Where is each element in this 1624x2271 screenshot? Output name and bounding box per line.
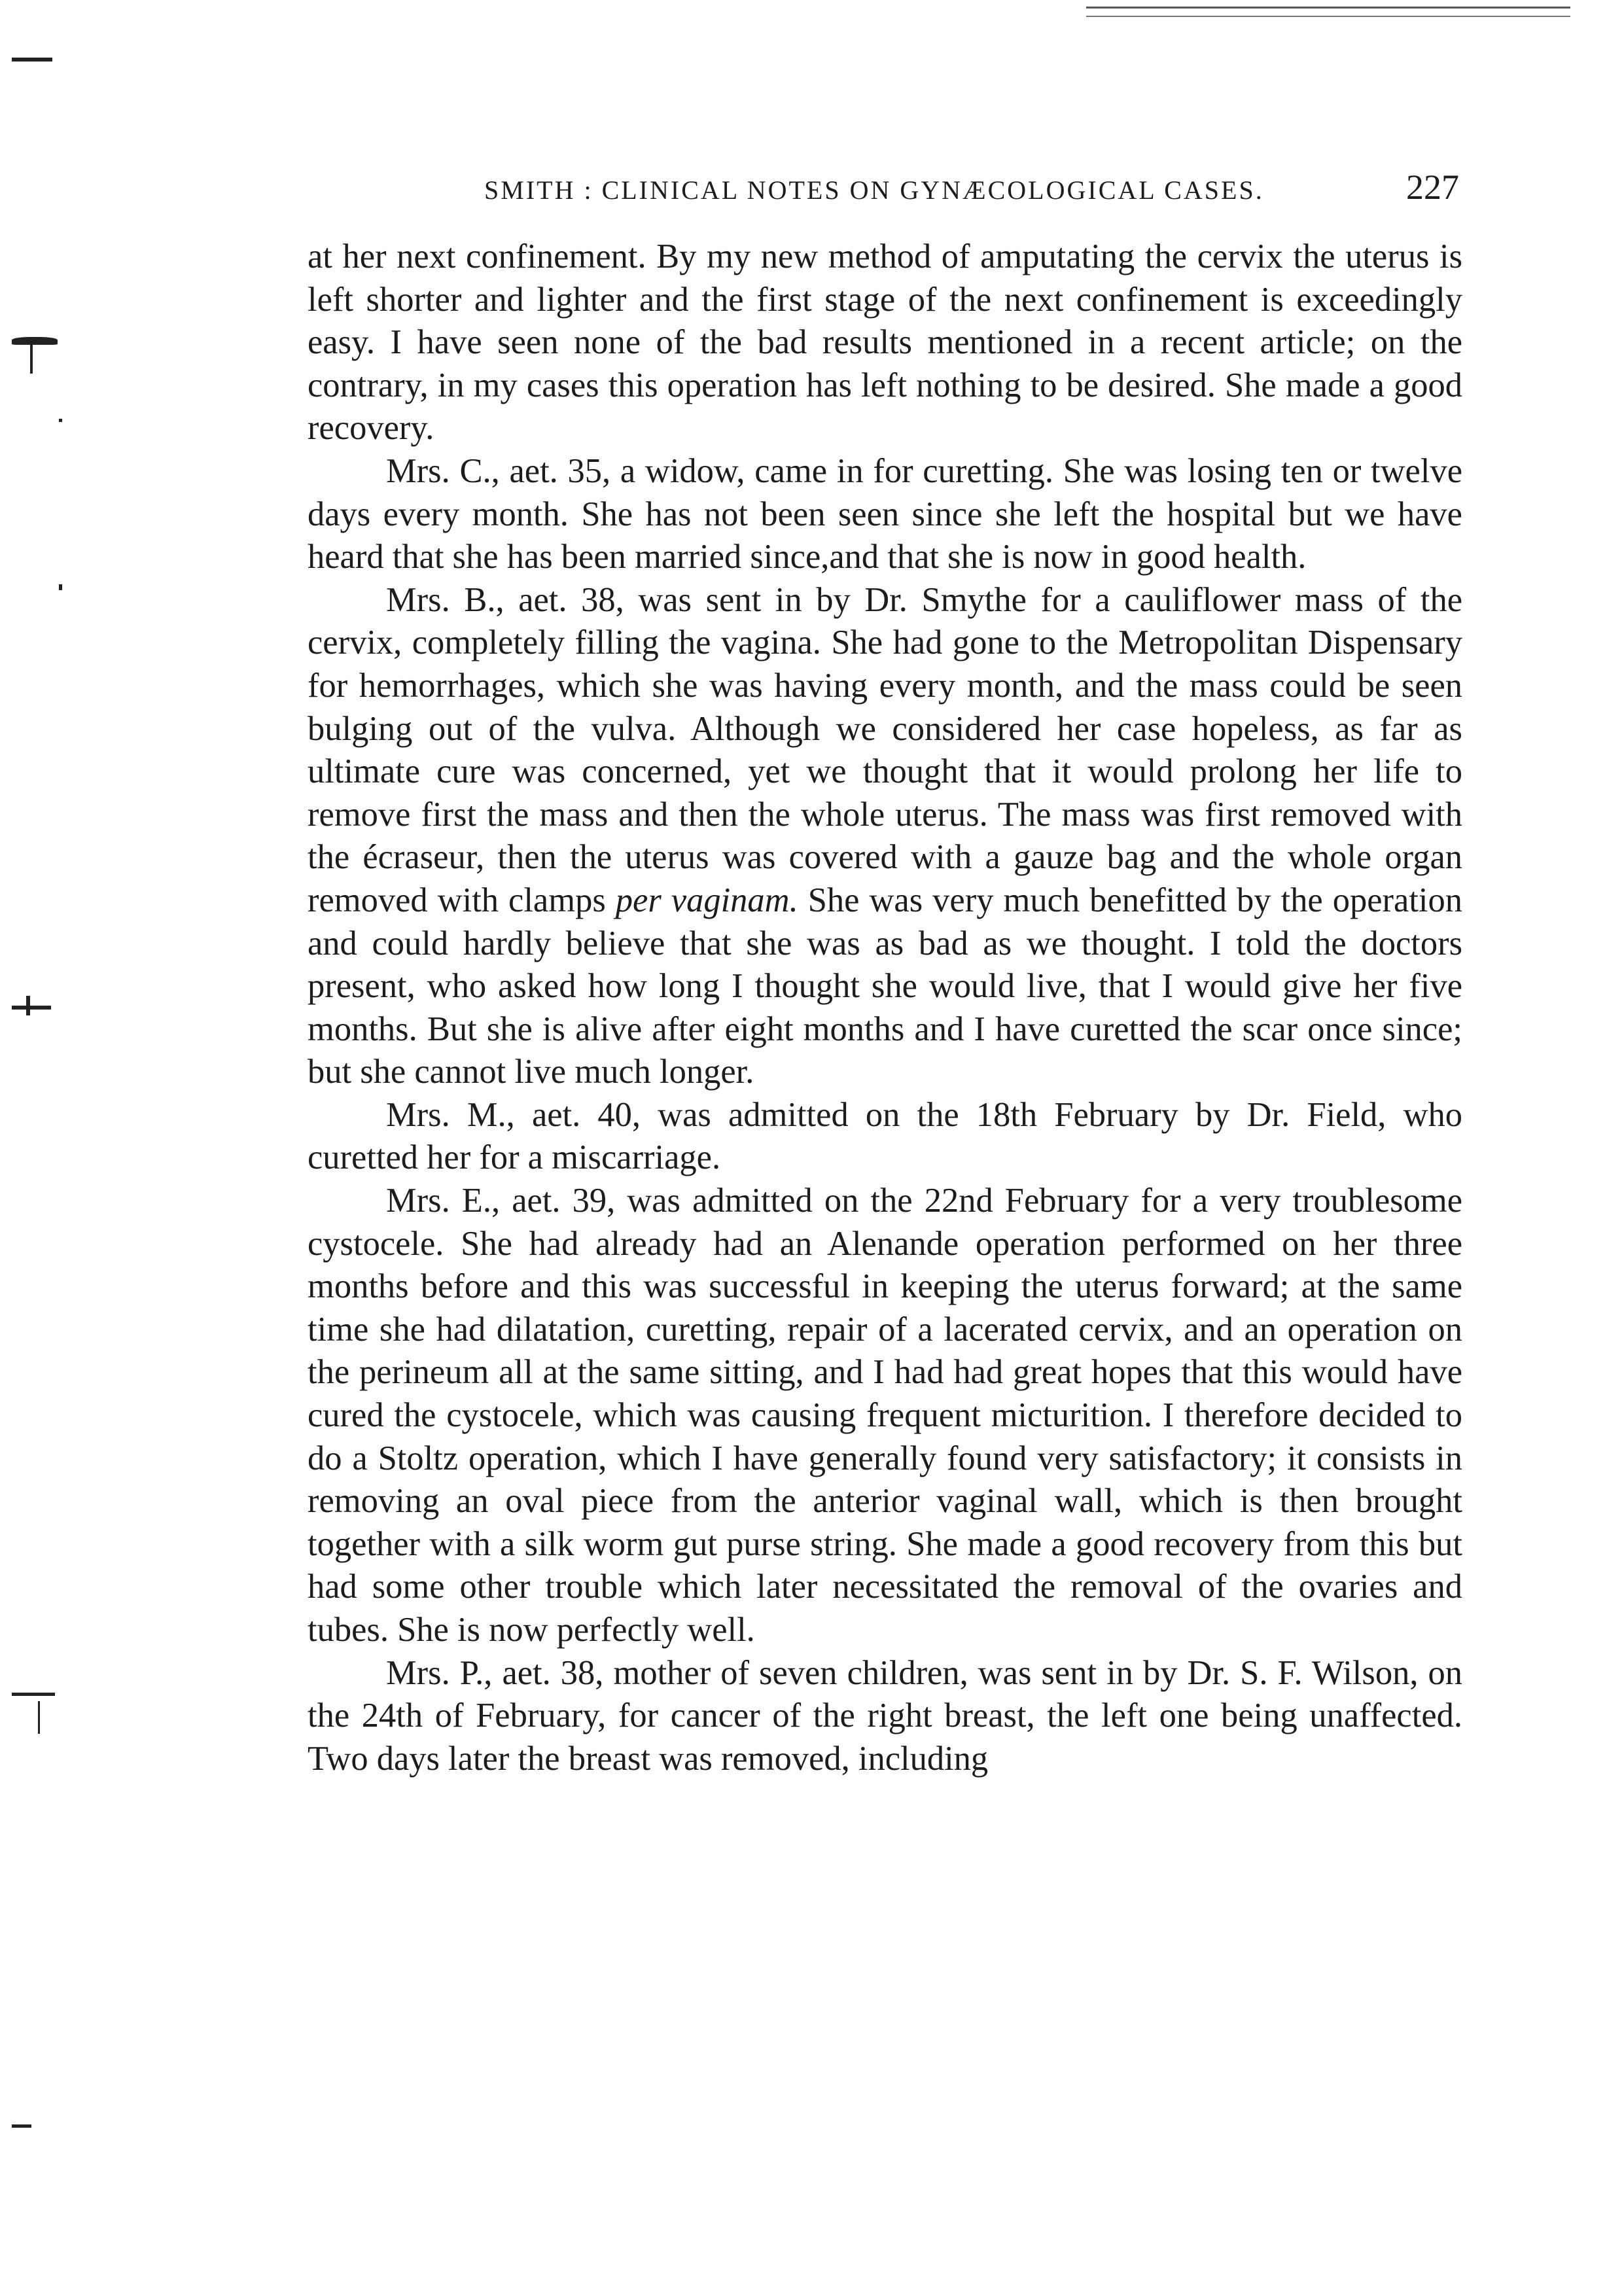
page-number: 227: [1406, 167, 1459, 207]
margin-mark: [59, 419, 62, 422]
paragraph: Mrs. E., aet. 39, was admitted on the 22nd February for a very troublesome cystocele. She had already had an Alenande operation performed on her three months before and this was successful in keeping the uterus forward; at the same time she had dilatation, curetting, repair of a lacerated cervix, and an operation on the perineum all at the same sitting, and I had had great hopes that this would have cured the cystocele, which was causing frequent micturition. I therefore decided to do a Stoltz operation, which I have generally found very satisfactory; it consists in removing an oval piece from the anterior vaginal wall, which is then brought together with a silk worm gut purse string. She made a good recovery from this but had some other trouble which later necessitated the removal of the ovaries and tubes. She is now perfectly well.: [308, 1182, 1462, 1649]
margin-mark: [12, 2124, 31, 2128]
running-title: SMITH : CLINICAL NOTES ON GYNÆCOLOGICAL CASES.: [484, 175, 1264, 205]
paragraph-text: Mrs. B., aet. 38, was sent in by Dr. Smythe for a cauliflower mass of the cervix, completely filling the vagina. She had gone to the Metropolitan Dispensary for hemorrhages, which she was having every month, and the mass could be seen bulging out of the vulva. Although we considered her case hopeless, as far as ultimate cure was concerned, yet we thought that it would prolong her life to remove first the mass and then the whole uterus. The mass was first removed with the écraseur, then the uterus was covered with a gauze bag and the whole organ removed with clamps: [308, 580, 1462, 919]
body-text: [308, 236, 1462, 1780]
margin-mark: [59, 584, 62, 590]
top-rule-line: [1086, 7, 1570, 9]
paragraph-text: She was very much benefitted by the operation and could hardly believe that she was as bad as we thought. I told the doctors present, who asked how long I thought she would live, that I would give her five months. But she is alive after eight months and I have curetted the scar once since; but she cannot live much longer.: [308, 881, 1462, 1091]
top-rule-line: [1086, 16, 1570, 17]
margin-mark: [26, 996, 30, 1015]
margin-mark: [30, 345, 33, 374]
margin-mark: [38, 1701, 40, 1734]
paragraph: Mrs. P., aet. 38, mother of seven children, was sent in by Dr. S. F. Wilson, on the 24th of February, for cancer of the right breast, the left one being unaffected. Two days later the breast was removed, including: [308, 1653, 1462, 1778]
margin-mark: [12, 337, 58, 345]
latin-phrase: per vaginam.: [615, 881, 798, 919]
margin-mark: [12, 58, 52, 62]
paragraph: Mrs. M., aet. 40, was admitted on the 18th February by Dr. Field, who curetted her for a miscarriage.: [308, 1095, 1462, 1177]
margin-mark: [12, 1006, 51, 1010]
paragraph: Mrs. C., aet. 35, a widow, came in for curetting. She was losing ten or twelve days every month. She has not been seen since she left the hospital but we have heard that she has been married since,and that she is now in good health.: [308, 451, 1462, 576]
paragraph: [308, 579, 1462, 1094]
paragraph: at her next confinement. By my new method of amputating the cervix the uterus is left shorter and lighter and the first stage of the next confinement is exceedingly easy. I have seen none of the bad results mentioned in a recent article; on the contrary, in my cases this operation has left nothing to be desired. She made a good recovery.: [308, 238, 1462, 448]
margin-mark: [12, 1693, 55, 1696]
running-head: [484, 167, 1459, 213]
